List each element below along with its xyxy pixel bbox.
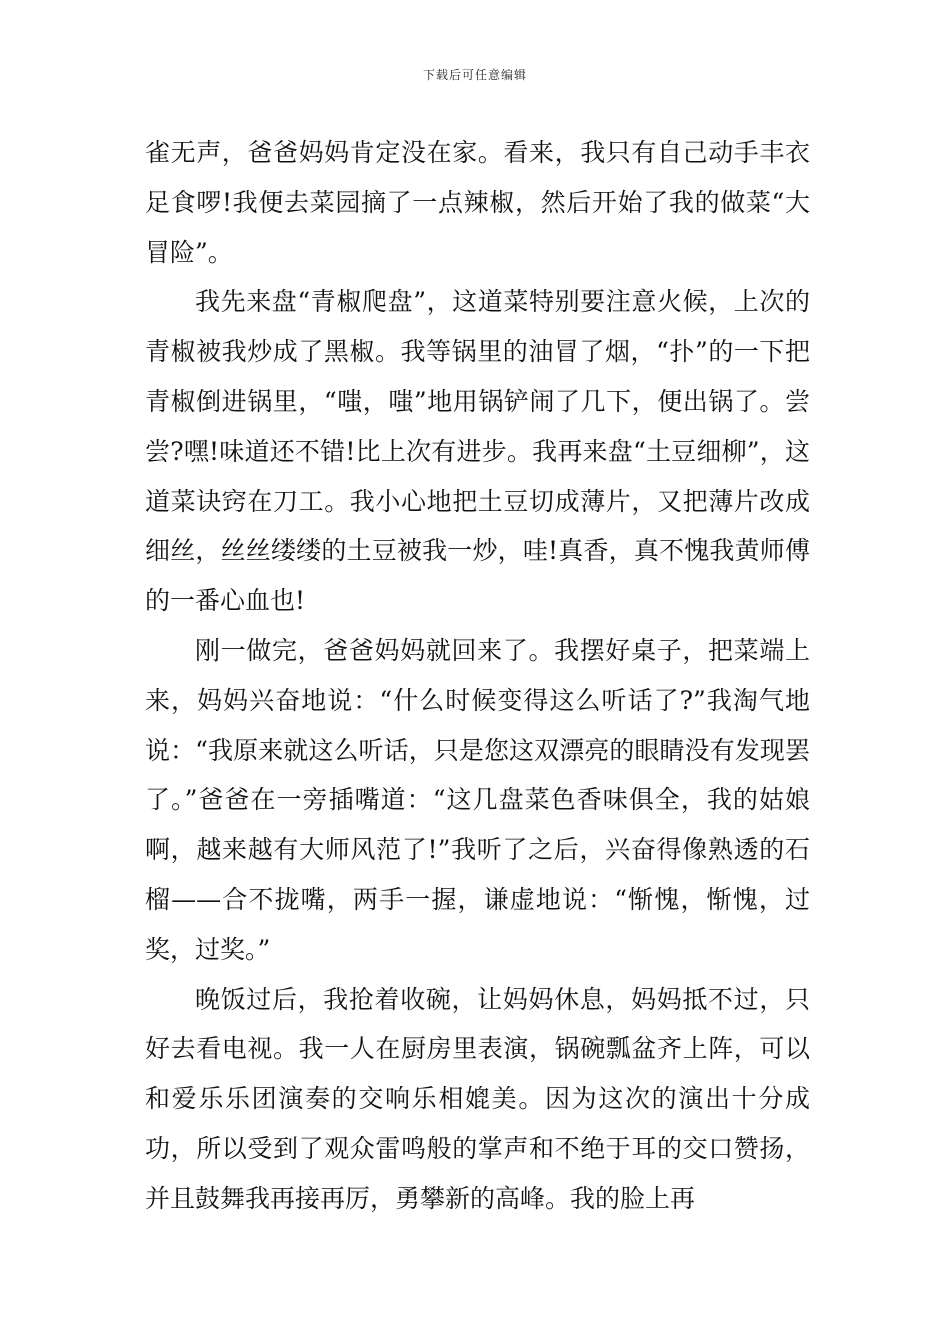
paragraph-1: 雀无声，爸爸妈妈肯定没在家。看来，我只有自己动手丰衣足食啰!我便去菜园摘了一点辣椒，然后开始了我的做菜“大冒险”。 xyxy=(145,138,810,267)
paragraph-4: 晚饭过后，我抢着收碗，让妈妈休息，妈妈抵不过，只好去看电视。我一人在厨房里表演，锅碗瓢盆齐上阵，可以和爱乐乐团演奏的交响乐相媲美。因为这次的演出十分成功，所以受到了观众雷鸣般的掌声和不绝于耳的交口赞扬，并且鼓舞我再接再厉，勇攀新的高峰。我的脸上再 xyxy=(145,984,810,1213)
page-header: 下载后可任意编辑 xyxy=(422,68,527,82)
paragraph-3: 刚一做完，爸爸妈妈就回来了。我摆好桌子，把菜端上来，妈妈兴奋地说：“什么时候变得这么听话了?”我淘气地说：“我原来就这么听话，只是您这双漂亮的眼睛没有发现罢了。”爸爸在一旁插嘴道：“这几盘菜色香味俱全，我的姑娘啊，越来越有大师风范了!”我听了之后，兴奋得像熟透的石榴——合不拢嘴，两手一握，谦虚地说：“惭愧，惭愧，过奖，过奖。” xyxy=(145,635,810,964)
body-text xyxy=(145,128,810,1224)
paragraph-2: 我先来盘“青椒爬盘”，这道菜特别要注意火候，上次的青椒被我炒成了黑椒。我等锅里的油冒了烟，“扑”的一下把青椒倒进锅里，“嗤，嗤”地用锅铲闹了几下，便出锅了。尝尝?嘿!味道还不错!比上次有进步。我再来盘“土豆细柳”，这道菜诀窍在刀工。我小心地把土豆切成薄片，又把薄片改成细丝，丝丝缕缕的土豆被我一炒，哇!真香，真不愧我黄师傅的一番心血也! xyxy=(145,287,810,616)
